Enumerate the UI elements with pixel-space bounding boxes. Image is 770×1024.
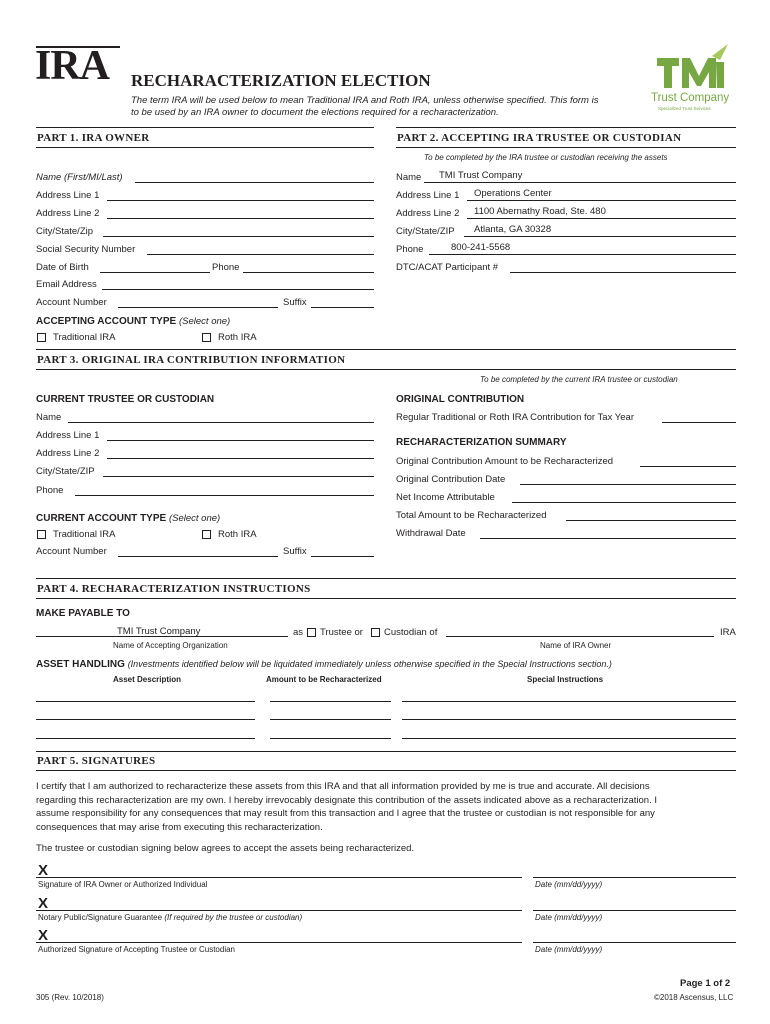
owner-dob-field[interactable] [100,272,210,273]
asset-amount-field-3[interactable] [270,738,391,739]
certification-line4: consequences that may arise from executing this recharacterization. [36,821,323,833]
owner-name-field[interactable] [135,182,374,183]
certification-text [36,780,657,834]
part2-heading-underline [396,147,736,148]
trustee-address2-field[interactable] [467,218,736,219]
current-phone-label: Phone [36,485,64,496]
part3-heading-underline [36,369,736,370]
payable-trustee-label: Trustee or [320,627,363,638]
asset-special-column-header: Special Instructions [527,675,604,684]
part5-heading: PART 5. SIGNATURES [37,755,156,767]
owner-suffix-field[interactable] [311,307,374,308]
form-description-line1: The term IRA will be used below to mean Traditional IRA and Roth IRA, unless otherwise specified. This form is [131,95,599,106]
page-number: Page 1 of 2 [680,978,731,989]
orig-date-field[interactable] [520,484,736,485]
accepting-traditional-ira-label: Traditional IRA [53,332,116,343]
asset-handling-label: ASSET HANDLING [36,659,125,670]
owner-name-label: Name (First/MI/Last) [36,172,123,183]
asset-desc-field-3[interactable] [36,738,255,739]
payable-custodian-label: Custodian of [384,627,438,638]
current-account-type-heading [36,513,220,524]
part1-heading-underline [36,147,374,148]
trustee-phone-label: Phone [396,244,424,255]
signature1-caption: Signature of IRA Owner or Authorized Individual [38,880,208,889]
form-ira-title: IRA [35,43,110,89]
current-city-field[interactable] [103,476,374,477]
owner-address1-field[interactable] [107,200,374,201]
signature2-date-caption: Date (mm/dd/yyyy) [535,913,603,922]
payable-as-label: as [293,627,304,638]
orig-amount-field[interactable] [640,466,736,467]
signature2-field[interactable] [36,910,522,911]
asset-desc-field-2[interactable] [36,719,255,720]
signature2-caption-label: Notary Public/Signature Guarantee [38,913,163,922]
current-trustee-heading: CURRENT TRUSTEE OR CUSTODIAN [36,394,215,405]
payable-ira-label: IRA [720,627,736,638]
trustee-dtc-label: DTC/ACAT Participant # [396,262,499,273]
current-suffix-label: Suffix [283,546,307,557]
accepting-traditional-ira-checkbox[interactable] [37,333,46,342]
asset-desc-column-header: Asset Description [113,675,182,684]
trustee-dtc-field[interactable] [510,272,736,273]
part2-heading: PART 2. ACCEPTING IRA TRUSTEE OR CUSTODIAN [397,132,682,144]
owner-phone-field[interactable] [243,272,374,273]
tax-year-field[interactable] [662,422,736,423]
signature2-x: X [38,895,49,912]
orig-date-label: Original Contribution Date [396,474,506,485]
signature1-date-field[interactable] [533,877,736,878]
accepting-roth-ira-checkbox[interactable] [202,333,211,342]
part5-heading-underline [36,770,736,771]
owner-account-field[interactable] [118,307,278,308]
tmi-logo-mark [646,42,742,92]
trustee-address2-value: 1100 Abernathy Road, Ste. 480 [474,206,606,217]
recharacterization-summary-heading: RECHARACTERIZATION SUMMARY [396,437,567,448]
signature2-date-field[interactable] [533,910,736,911]
current-address2-label: Address Line 2 [36,448,100,459]
trustee-name-label: Name [396,172,422,183]
part3-rule [36,349,736,350]
payable-owner-field[interactable] [446,636,714,637]
signature3-field[interactable] [36,942,522,943]
tmi-logo [646,42,742,112]
withdrawal-date-field[interactable] [480,538,736,539]
signature2-caption [38,913,302,922]
current-name-label: Name [36,412,62,423]
accepting-account-type-select-note: (Select one) [178,316,231,327]
trustee-city-label: City/State/ZIP [396,226,455,237]
logo-tagline: Specialized Trust Services [658,106,711,111]
current-address1-field[interactable] [107,440,374,441]
owner-address2-field[interactable] [107,218,374,219]
acceptance-text: The trustee or custodian signing below agrees to accept the assets being recharacterized. [36,843,415,854]
trustee-city-field[interactable] [464,236,736,237]
owner-address2-label: Address Line 2 [36,208,100,219]
asset-special-field-1[interactable] [402,701,736,702]
accepting-account-type-heading [36,316,230,327]
trustee-address2-label: Address Line 2 [396,208,460,219]
current-roth-ira-checkbox[interactable] [202,530,211,539]
owner-city-label: City/State/Zip [36,226,94,237]
asset-desc-field-1[interactable] [36,701,255,702]
owner-name-caption: Name of IRA Owner [540,641,612,650]
owner-phone-label: Phone [212,262,240,273]
asset-amount-field-1[interactable] [270,701,391,702]
owner-ssn-label: Social Security Number [36,244,136,255]
part2-note: To be completed by the IRA trustee or custodian receiving the assets [424,153,668,162]
make-payable-heading: MAKE PAYABLE TO [36,608,130,619]
current-traditional-ira-checkbox[interactable] [37,530,46,539]
tax-year-label: Regular Traditional or Roth IRA Contribution for Tax Year [396,412,634,423]
part2-rule [396,127,736,128]
signature3-date-caption: Date (mm/dd/yyyy) [535,945,603,954]
owner-dob-label: Date of Birth [36,262,89,273]
trustee-phone-field[interactable] [429,254,736,255]
withdrawal-date-label: Withdrawal Date [396,528,466,539]
current-account-label: Account Number [36,546,107,557]
part4-heading-underline [36,598,736,599]
accepting-roth-ira-label: Roth IRA [218,332,257,343]
part1-rule [36,127,374,128]
current-account-type-label: CURRENT ACCOUNT TYPE [36,513,167,524]
asset-amount-field-2[interactable] [270,719,391,720]
asset-special-field-3[interactable] [402,738,736,739]
orig-amount-label: Original Contribution Amount to be Recharacterized [396,456,614,467]
owner-suffix-label: Suffix [283,297,307,308]
signature3-caption: Authorized Signature of Accepting Trustee or Custodian [38,945,236,954]
original-contribution-heading: ORIGINAL CONTRIBUTION [396,394,525,405]
part3-note: To be completed by the current IRA trustee or custodian [480,375,678,384]
trustee-address1-label: Address Line 1 [396,190,460,201]
trustee-name-value: TMI Trust Company [439,170,523,181]
part5-rule [36,751,736,752]
trustee-city-value: Atlanta, GA 30328 [474,224,552,235]
current-phone-field[interactable] [75,495,374,496]
owner-city-field[interactable] [103,236,374,237]
part4-heading: PART 4. RECHARACTERIZATION INSTRUCTIONS [37,583,311,595]
asset-handling-note: (Investments identified below will be liquidated immediately unless otherwise specified in the Special Instructions section.) [127,659,612,669]
signature1-date-caption: Date (mm/dd/yyyy) [535,880,603,889]
signature1-x: X [38,862,49,879]
signature3-date-field[interactable] [533,942,736,943]
asset-amount-column-header: Amount to be Recharacterized [266,675,382,684]
form-title: RECHARACTERIZATION ELECTION [131,71,431,90]
current-city-label: City/State/ZIP [36,466,95,477]
part3-heading: PART 3. ORIGINAL IRA CONTRIBUTION INFORMATION [37,354,346,366]
asset-handling-heading [36,659,612,670]
payable-trustee-checkbox[interactable] [307,628,316,637]
certification-line3: assume responsibility for any consequences that may result from this transaction and I agree that the trustee or custodian is not responsible for any [36,808,655,819]
owner-ssn-field[interactable] [147,254,374,255]
current-account-type-select-note: (Select one) [168,513,221,524]
form-description-line2: to be used by an IRA owner to document the elections required for a recharacterization. [131,107,499,118]
payable-custodian-checkbox[interactable] [371,628,380,637]
current-address1-label: Address Line 1 [36,430,100,441]
trustee-phone-value: 800-241-5568 [451,242,511,253]
owner-address1-label: Address Line 1 [36,190,100,201]
current-traditional-ira-label: Traditional IRA [53,529,116,540]
asset-special-field-2[interactable] [402,719,736,720]
payable-org-value: TMI Trust Company [117,626,201,637]
certification-line2: regarding this recharacterization are my own. I hereby irrevocably designate this contribution of the assets indicated above as a recharacterization. I [36,794,657,806]
net-income-field[interactable] [512,502,736,503]
copyright: ©2018 Ascensus, LLC [654,993,734,1002]
owner-email-label: Email Address [36,279,97,290]
part4-rule [36,578,736,579]
owner-account-label: Account Number [36,297,107,308]
part1-heading: PART 1. IRA OWNER [37,132,150,144]
owner-email-field[interactable] [102,289,374,290]
signature3-x: X [38,927,49,944]
current-account-field[interactable] [118,556,278,557]
current-suffix-field[interactable] [311,556,374,557]
trustee-address1-field[interactable] [467,200,736,201]
current-address2-field[interactable] [107,458,374,459]
trustee-address1-value: Operations Center [474,188,552,199]
current-name-field[interactable] [68,422,374,423]
signature1-field[interactable] [36,877,522,878]
trustee-name-field[interactable] [424,182,736,183]
accepting-account-type-label: ACCEPTING ACCOUNT TYPE [36,316,177,327]
accepting-org-caption: Name of Accepting Organization [113,641,228,650]
logo-company: Trust Company [651,92,730,104]
form-number: 305 (Rev. 10/2018) [36,993,104,1002]
total-amount-field[interactable] [566,520,736,521]
total-amount-label: Total Amount to be Recharacterized [396,510,547,521]
net-income-label: Net Income Attributable [396,492,495,503]
signature2-caption-note: (If required by the trustee or custodian) [164,913,303,922]
current-roth-ira-label: Roth IRA [218,529,257,540]
certification-line1: I certify that I am authorized to recharacterize these assets from this IRA and that all information provided by me is true and accurate. All decisions [36,781,650,792]
